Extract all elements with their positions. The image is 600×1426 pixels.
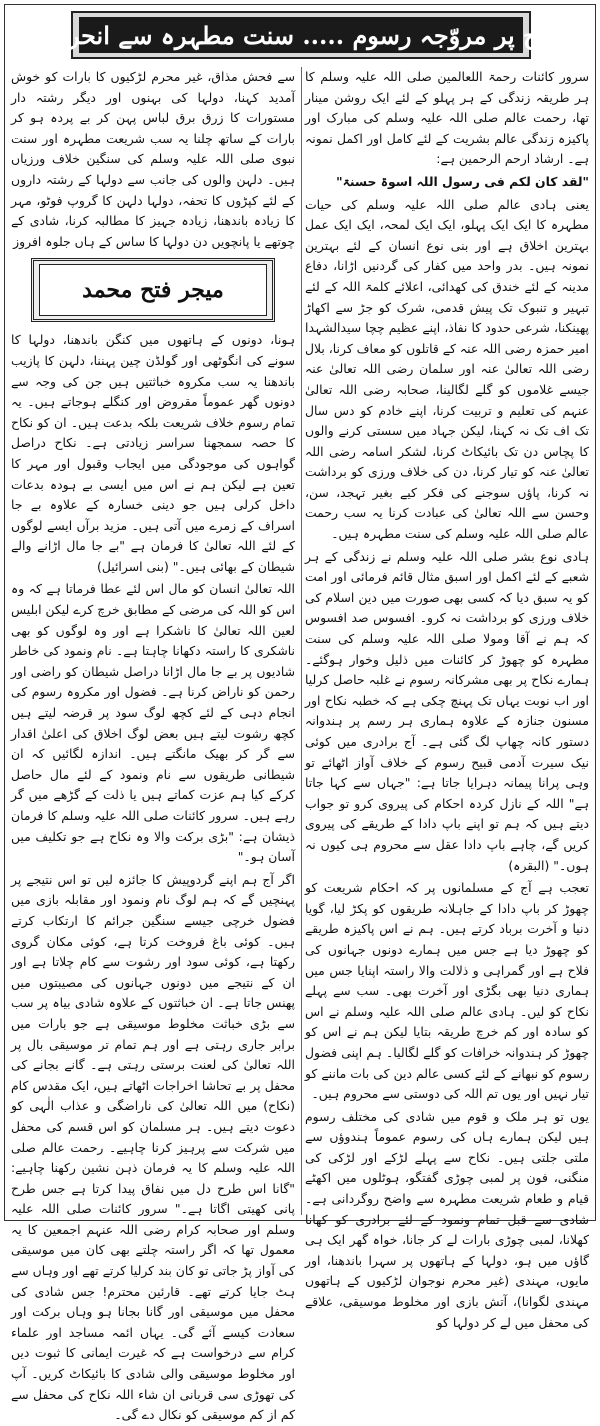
left-column — [11, 67, 295, 1423]
right-column — [304, 67, 589, 1330]
paragraph: ہادی نوع بشر صلی اللہ علیہ وسلم نے زندگی کے ہر شعبے کے لئے اکمل اور اسبق مثال قائم فرمائی اور امت کو یہ سبق دیا کہ کسی بھی صورت میں دین اسلام کی خلاف ورزی کو برداشت نہ کرو۔ افسوس صد افسوس کہ ہم نے آقا ومولا صلی اللہ علیہ وسلم کی سنت مطہرہ کو چھوڑ کر کائنات میں ذلیل وخوار ہوگئے۔ ہمارے نکاح پر بھی مشرکانہ رسوم نے غلبہ حاصل کرلیا اور اب نوبت یہاں تک پہنچ چکی ہے کہ خطبہ نکاح اور مسنون جنازہ کے علاوہ ہماری ہر رسم پر ہندوانہ دستور کانہ چھاپ لگ گئی ہے۔ آج برادری میں کوئی نیک سیرت آدمی قبیح رسوم کے خلاف آواز اٹھائے تو وہی پرانا پیمانہ دہرایا جاتا ہے: "جہاں سے کہا جاتا ہے" اللہ کے نازل کردہ احکام کی پیروی کرو تو جواب دیتے ہیں کہ ہم تو اپنے باپ دادا کے طریقے کی پیروی کریں گے، چاہے باپ دادا عقل سے محروم ہی کیوں نہ ہوں۔" (البقرہ) — [305, 548, 589, 873]
quran-verse: "لقد کان لکم فی رسول اللہ اسوۃ حسنۃ" — [336, 173, 589, 189]
paragraph: تعجب ہے آج کے مسلمانوں پر کہ احکام شریعت کو چھوڑ کر باپ دادا کے جاہلانہ طریقوں کو پکڑ لیا، گویا دنیا و آخرت برباد کرتے ہیں۔ ہم نے اس پاکیزہ طریقے کو چھوڑ دیا ہے جس میں ہمارے دونوں جہانوں کی فلاح ہے اور گمراہی و ذلالت والا راستہ اپنایا جس میں ہماری دنیا بھی بگڑی اور آخرت بھی۔ سب سے پہلے نکاح کو لیں۔ ہادی عالم صلی اللہ علیہ وسلم نے اس کو سادہ اور کم خرچ طریقہ بتایا لیکن ہم نے اس کو چھوڑ کر ہندوانہ خرافات کو گلے لگالیا۔ ہم اپنی فضول رسوم کو نبھانے کے لئے کسی عالم دین کی بات ماننے کو تیار نہیں اور یوں تم اللہ کی دوستی سے محروم ہیں۔ — [305, 880, 589, 1102]
author-name: میجر فتح محمد — [39, 264, 267, 316]
byline-box — [31, 258, 275, 322]
column-divider — [301, 67, 302, 1215]
paragraph: سے فحش مذاق، غیر محرم لڑکیوں کا بارات کو خوش آمدید کہنا، دولہا کی بہنوں اور دیگر رشتہ دار مستورات کا زرق برق لباس پہن کر بے پردہ ہو کر بارات کے ساتھ چلنا یہ سب شریعت مطہرہ اور سنت نبوی صلی اللہ علیہ وسلم کی سنگین خلاف ورزیاں ہیں۔ دلہن والوں کی جانب سے دولہا کے رشتہ داروں کے لئے کپڑوں کا تحفہ، دولہا دلہن کا گروپ فوٹو، مہر کا زیادہ باندھنا، زیادہ جہیز کا مطالبہ کرنا، شادی کے چوتھے یا پانچویں دن دولہا کا ساس کے ہاں جلوہ افروز — [11, 69, 295, 249]
paragraph: اللہ تعالیٰ انسان کو مال اس لئے عطا فرماتا ہے کہ وہ اس کو اللہ کی مرضی کے مطابق خرچ کرے لیکن ابلیس لعین اللہ تعالیٰ کا ناشکرا ہے اور وہ لوگوں کو بھی ناشکری کا راستہ دکھانا چاہتا ہے۔ نام ونمود کی خاطر شادیوں پر بے جا مال اڑانا دراصل شیطان کو راضی اور رحمن کو ناراض کرنا ہے۔ فضول اور مکروہ رسوم کی انجام دہی کے لئے کچھ لوگ سود پر قرضہ لیتے ہیں کچھ رشوت لیتے ہیں بعض لوگ اخلاق کی اعلیٰ اقدار سے گر کر بھیک مانگتے ہیں۔ اندازہ لگائیں کہ ان شیطانی طریقوں سے نام ونمود کے لئے مال حاصل کرکے کیا ہم عزت کماتے ہیں یا ذلت کے گڑھے میں گر رہے ہیں۔ سرور کائنات صلی اللہ علیہ وسلم کا فرمان ذیشان ہے: "بڑی برکت والا وہ نکاح ہے جو تکلیف میں آسان ہو۔" — [11, 581, 295, 865]
paragraph: یوں تو ہر ملک و قوم میں شادی کی مختلف رسوم ہیں لیکن ہمارے ہاں کی رسوم عموماً ہندوؤں سے ملتی جلتی ہیں۔ نکاح سے پہلے لڑکے اور لڑکی کی منگنی، فون پر لمبی چوڑی گفتگو، ہوٹلوں میں اکھٹے قیام و طعام شریعت مطہرہ سے واضح روگردانی ہے۔ شادی سے قبل تمام ونمود کے لئے برادری کو کھانا کھلانا، لمبی چوڑی بارات لے کر جانا، خواہ گھر ایک ہی گاؤں میں ہو، دولہا کے ہاتھوں پر سہرا باندھنا، اور مایوں، مہندی (غیر محرم نوجوان لڑکیوں کے ہاتھوں مہندی لگوانا)، آتش بازی اور مخلوط موسیقی، علاقے کی محفل میں لے کر دولہا کو — [305, 1108, 589, 1330]
newspaper-page — [4, 4, 596, 1423]
paragraph: اگر آج ہم اپنے گردوپیش کا جائزہ لیں تو اس نتیجے پر پہنچیں گے کہ ہم لوگ نام ونمود اور مقابلہ بازی میں فضول خرچی جیسے سنگین جرائم کا ارتکاب کرتے ہیں۔ کوئی باغ فروخت کرتا ہے، کوئی مکان گروی رکھتا ہے، کوئی سود اور رشوت سے کام چلاتا ہے اور ان کے نتیجے میں دونوں جہانوں کی مصیبتوں میں پھنس جاتا ہے۔ ان خباثتوں کے علاوہ شادی بیاہ پر سب سے بڑی خباثت مخلوط موسیقی ہے جو بارات میں برابر جاری رہتی ہے اور ہم تمام تر موسیقی بال پر اللہ تعالیٰ کی لعنت برستی رہتی ہے۔ گانے بجانے کی محفل پر بے تحاشا اخراجات اٹھاتے ہیں، ایک مقدس کام (نکاح) میں اللہ تعالیٰ کی ناراضگی و عذاب الٰہی کو دعوت دیتے ہیں۔ ہر مسلمان کو اس قسم کی محفل میں شرکت سے پرہیز کرنا چاہیے۔ رحمت عالم صلی اللہ علیہ وسلم کا یہ فرمان ذہن نشین رکھنا چاہیے: "گانا اس طرح دل میں نفاق پیدا کرتا ہے جس طرح پانی کھیتی اگاتا ہے۔" سرور کائنات صلی اللہ علیہ وسلم اور صحابہ کرام رضی اللہ عنہم اجمعین کا یہ معمول تھا کہ اگر راستہ چلتے بھی کان میں موسیقی کی آواز پڑ جاتی تو کان بند کرلیا کرتے تھے اور وہاں سے ہٹ جایا کرتے تھے۔ قارئین محترم! جس شادی کی محفل میں موسیقی اور گانا بجانا ہو وہاں برکت اور سعادت کیسے آئے گی۔ یہاں ائمہ مساجد اور علماء کرام سے درخواست ہے کہ غیرت ایمانی کا ثبوت دیں اور مخلوط موسیقی والی شادی کا بائیکاٹ کریں۔ آپ کی تھوڑی سی قربانی ان شاء اللہ نکاح کی محفل سے کم از کم موسیقی کو نکال دے گی۔ — [11, 871, 295, 1423]
paragraph: یعنی ہادی عالم صلی اللہ علیہ وسلم کی حیات مطہرہ کا ایک ایک پہلو، ایک ایک لمحہ، ایک ایک عمل بہترین اخلاق ہے اور بنی نوع انسان کے لئے بہترین نمونہ ہیں۔ بدر واحد میں کفار کی گردنیں اڑانا، دفاع مدینہ کے لئے خندق کی کھدائی، اعلائے کلمۃ اللہ کے لئے تبہیر و تنبوک تک پیش قدمی، شرک کو جڑ سے اکھاڑ پھینکنا، شرعی حدود کا نفاذ، اپنے عظیم چچا سیدالشہدا امیر حمزہ رضی اللہ عنہ کے قاتلوں کو معاف کرنا، بلال رضی اللہ تعالیٰ عنہ اور سلمان رضی اللہ تعالیٰ عنہ جیسے غلاموں کو گلے لگالینا، صحابہ رضی اللہ تعالیٰ عنہم کی تعلیم و تربیت کرنا، اپنے خادم کو دس سال تک اف تک نہ کہنا، لیکن جہاد میں سستی کرنے والوں کا پچاس دن تک بائیکاٹ کرنا، لشکر اسامہ رضی اللہ تعالیٰ عنہ کو تیار کرنا، دن کی خلاف ورزی کو برداشت نہ کرنا، پاؤں سوجنے کی فکر کیے بغیر تہجد، سن، وحسن سے اللہ تعالیٰ کی عبادت کرنا یہ سب رحمت عالم صلی اللہ علیہ وسلم کی سنت مطہرہ ہیں۔ — [304, 196, 589, 542]
paragraph: سرور کائنات رحمۃ اللعالمین صلی اللہ علیہ وسلم کا ہر طریقہ زندگی کے ہر پہلو کے لئے ایک روشن مینار تھا، رحمت عالم صلی اللہ علیہ وسلم کی مبارک اور پاکیزہ زندگی عالم بشریت کے لئے کامل اور اکمل نمونہ ہے۔ ارشاد ارحم الرحمین ہے: — [305, 69, 589, 167]
paragraph: ہونا، دونوں کے ہاتھوں میں کنگن باندھنا، دولہا کا سونے کی انگوٹھی اور گولڈن چین پہننا، دلہن کا پازیب باندھنا یہ سب مکروہ خباثتیں ہیں جن کی وجہ سے دونوں گھر عموماً مقروض اور کنگلے ہوجاتے ہیں۔ یہ تمام رسوم خلاف شریعت بلکہ بدعت ہیں۔ ان کو نکاح کا حصہ سمجھنا سراسر زیادتی ہے۔ نکاح دراصل گواہوں کی موجودگی میں ایجاب وقبول اور مہر کا تعین ہے لیکن ہم نے اس میں ایسی بے ہودہ بدعات داخل کرلی ہیں جو دینی خسارہ کے علاوہ بے جا اسراف کے زمرے میں آتی ہیں۔ مزید برآں ایسے لوگوں کے لئے اللہ تعالیٰ کا فرمان ہے "بے جا مال اڑانے والے شیطان کے بھائی ہیں۔" (بنی اسرائیل) — [11, 332, 295, 574]
headline: نکاح پر مروّجہ رسوم ..... سنت مطہرہ سے انحراف — [79, 17, 523, 53]
headline-banner — [36, 11, 566, 59]
